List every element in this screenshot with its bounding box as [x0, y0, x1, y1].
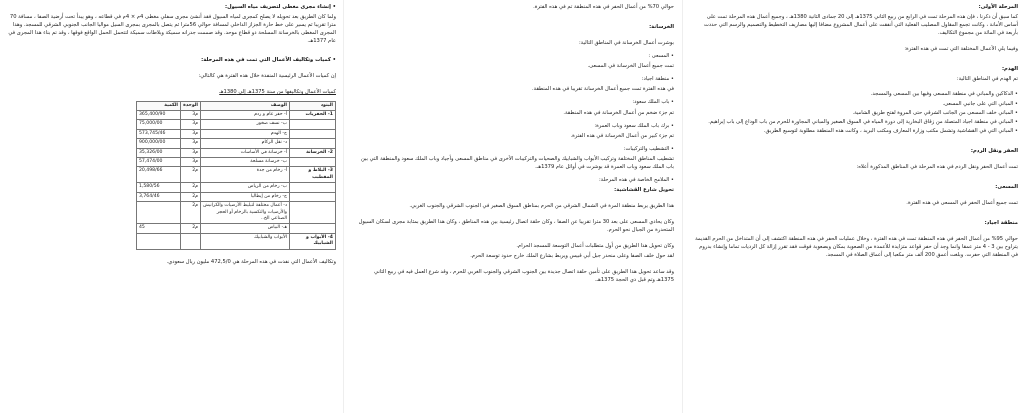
paragraph: وكان يحاذي المسعى على بعد 30 مترا تقريبا عن الصفا ، وكان حلقة اتصال رئيسية بين هذه المناطق ، وكان هذا الطريق بمثابة مجرى لسكان السيول المتحدرة من الجبال نحو الحرم.: [358, 219, 674, 234]
table-row: [137, 167, 336, 183]
table-cell-qty: 45: [137, 224, 181, 233]
table-cell-qty: 573,745/46: [137, 129, 181, 138]
table-cell-desc: د- نقل الركام: [201, 139, 290, 148]
table-header: الكمية: [137, 101, 181, 110]
table-header: الوحدة: [181, 101, 201, 110]
table-cell-item: 2- الخرسانة: [290, 148, 336, 157]
table-cell-unit: م3: [181, 139, 201, 148]
table-body: [137, 110, 336, 249]
list-item-title: • التشطيب والتركيبات:: [358, 145, 674, 153]
stage-title: المرحلة الأولى:: [978, 4, 1018, 10]
table-row: [137, 129, 336, 138]
paragraph: بوشرت أعمال الخرسانة في المناطق التالية:: [579, 40, 674, 47]
paragraph: وتكاليف الأعمال التي نفذت في هذه المرحلة هي 472,5/0 مليون ريال سعودي.: [166, 258, 336, 265]
table-cell-desc: ب- نسف صخور: [201, 120, 290, 129]
list-item-title: • برك باب الملك سعود وباب العمرة:: [358, 122, 674, 130]
list-item-text: تحويل شارع القشاشية:: [614, 186, 674, 193]
paragraph: حوالي 70% من أعمال الحفر في هذه المنطقة تم في هذه الفترة.: [533, 4, 674, 10]
list-item: • الدكاكين والمباني في منطقة المسعى وفيها بين المسعى والمسجد.: [694, 90, 1018, 98]
section-heading: الخرسانة:: [649, 24, 674, 31]
table-cell-item: [290, 202, 336, 224]
section-heading: المسعى:: [995, 183, 1018, 190]
section-heading: الهدم:: [1001, 66, 1018, 73]
list-item-title: • الملامح الخاصة في هذه المرحلة:: [358, 176, 674, 184]
page-middle: [343, 0, 683, 413]
table-cell-qty: 20,498/66: [137, 167, 181, 183]
table-cell-desc: د- أعمال مختلفة لتبليط الأرضيات والكرانيش والأرضيات والتكسية بالرخام أو الحجر الصناعي الخ..: [201, 202, 290, 224]
table-cell-unit: م3: [181, 148, 201, 157]
table-caption: كميات الأعمال وتكاليفها من سنة 1375هـ إلى 1380هـ: [219, 89, 336, 96]
table-cell-item: [290, 183, 336, 192]
section-heading: • كميات وتكاليف الأعمال التي تمت في هذه المرحلة:: [6, 56, 336, 64]
list-item-title: • باب الملك سعود:: [358, 98, 674, 106]
table-cell-item: [290, 120, 336, 129]
table-row: [137, 192, 336, 201]
list-item: • المباني التي على جانبي المسعى.: [694, 100, 1018, 108]
section-heading: منطقة اجياد:: [984, 220, 1018, 226]
paragraph: هذا الطريق يربط منطقة المرة في الشمال الشرقي من الحرم بمناطق السوق الصغير في الجنوب الشرقي والجنوب الغربي.: [409, 203, 674, 209]
table-cell-desc: ج- رخام من إيطاليا: [201, 192, 290, 201]
table-cell-qty: 35,326/00: [137, 148, 181, 157]
table-header: الوصف: [201, 101, 290, 110]
table-cell-item: 3- البلاط و المقطبب: [290, 167, 336, 183]
table-cell-item: [290, 224, 336, 233]
table-row: [137, 139, 336, 148]
table-cell-unit: م3: [181, 158, 201, 167]
table-cell-desc: أ- حفر عام و ردم: [201, 110, 290, 119]
table-cell-unit: م2: [181, 224, 201, 233]
table-cell-qty: 3,764/46: [137, 192, 181, 201]
paragraph: تمت جميع أعمال الحفر في المسعى في هذه الفترة.: [906, 199, 1018, 206]
table-cell-qty: 365,400/90: [137, 110, 181, 119]
table-cell-desc: أ- رخام من جدة: [201, 167, 290, 183]
table-cell-desc: الأبواب والشبابيك: [201, 233, 290, 249]
paragraph: وقد ساعد تحويل هذا الطريق على تأمين حلقة اتصال جديدة بين الجنوب الشرقي والجنوب الغربي للحرم ، وقد شرع العمل فيه في ربيع الثاني 1375هـ وتم قبل ذي الحجة 1375هـ.: [374, 269, 674, 284]
list-item-text: تم جزء ضخم من أعمال الخرسانة في هذه المنطقة.: [563, 109, 674, 116]
paragraph: ولما كان الطريق بعد تحويله لا يصلح كمجرى لمياه السيول فقد أنشئ مجرى سفلي مغطى 4م × 4م في قطاعه ، وهو يبدأ تحت أرضية الصفا ، مسافة 70 مترا تقريبا ثم يسير على خط حارة الجزاز الداخلي لمسافة حوالي 56مترا ثم يتصل بالمجرى بمجرى السيل مواليا الجانب الجنوبي الشرقي للمسجد. وهذا المجرى المغطى بالخرسانة المسلحة ذو قطاع موحد. وقد صممت جدرانه سميكة وبلاطات سميكة لتتحمل الحمل الواقع فوقها ، وقد تم بناء هذا المجرى في عام 1377هـ.: [8, 14, 336, 45]
page-right: [684, 0, 1024, 413]
table-cell-unit: م2: [181, 192, 201, 201]
table-header: البنود: [290, 101, 336, 110]
table-cell-unit: م3: [181, 129, 201, 138]
table-cell-item: [290, 139, 336, 148]
table-cell-unit: م2: [181, 167, 201, 183]
list-item-title: • المسعى :: [358, 52, 674, 60]
section-heading: • إنشاء مجرى مغطى لتصريف مياه السيول:: [6, 3, 336, 11]
list-item-text: تشطيب المناطق المختلفة وتركيب الأبواب والشبابيك والصحيات والتركيبات الأخرى في مناطق المسعى وأجياد وباب الملك سعود والمنطقة التي بين باب الملك سعود وباب العمرة قد بوشرت في أوائل عام 1379هـ.: [360, 155, 674, 170]
table-row: [137, 148, 336, 157]
paragraph: كما سبق أن ذكرنا ، فإن هذه المرحلة تمت في الرابع من ربيع الثاني 1375هـ إلى 20 جمادى الثانية 1380هـ ، وجميع أعمال هذه المرحلة تمت على أساس الأمانة ، وكانت تجمع المقاول المصليب الفعلية التي أنفقت على أعمال المشروع مضافا إليها مصاريف التخطيط والتصميم والرسم التي حددت بأربعة في المائة من مجموع التكاليف.: [703, 14, 1018, 37]
list-item: • المباني في منطقة اجياد المتصلة من زقاق البخارية إلى دورة المياه في السوق الصغير والمباني المجاورة للحرم من باب الوداع إلى باب إبراهيم.: [694, 118, 1018, 126]
table-row: [137, 224, 336, 233]
paragraph: وفيما يلي الأعمال المختلفة التي تمت في هذه الفترة:: [904, 46, 1018, 53]
list-item: • المباني التي في القشاشية وتشمل مكتب وزارة المعارف ومكتب البريد ، وكانت هذه المنطقة مطلوبة لتوسيع الطريق.: [694, 127, 1018, 135]
table-cell-unit: م3: [181, 120, 201, 129]
paragraph: لقد حول خلف الصفا وعلى منحدر جبل أبي قبيس ويربط بشارع الملك خارج حدود توسعة الحرم.: [470, 253, 674, 260]
section-heading: الحفر ونقل الردم:: [970, 147, 1018, 154]
table-row: [137, 158, 336, 167]
table-cell-item: 4- الأبواب و الشبابيك: [290, 233, 336, 249]
table-row: [137, 183, 336, 192]
table-cell-qty: [137, 233, 181, 249]
table-cell-unit: م2: [181, 183, 201, 192]
demolition-list: [694, 90, 1018, 134]
list-item-title: • منطقة اجياد:: [358, 75, 674, 83]
table-cell-desc: هـ- البياض: [201, 224, 290, 233]
table-cell-item: [290, 192, 336, 201]
table-cell-item: [290, 158, 336, 167]
table-cell-desc: أ- خرسانة في الأساسات: [201, 148, 290, 157]
paragraph: حوالي 95% من أعمال الحفر في هذه المنطقة تمت في هذه الفترة ، وخلال عمليات الحفر في هذه المنطقة اكتشف إلى أن المتداخل من الحرم القديمة يتراوح بين 3 - 4 متر عمقا وانما وجد أن حفر قواعد متزايدة للأعمدة من الصعوبة بمكان وبصعوبة فوقت فقد تقرر إزالة كل الرديات تماما وإنشاء بدروم في المنطقة التي حفرت. وبلغت أعمق 200 ألف متر مكعبا إلى أعماق الصلاة في المسجد.: [695, 236, 1018, 259]
table-cell-qty: 57,474/00: [137, 158, 181, 167]
concrete-list: [358, 52, 674, 194]
table-cell-unit: م3: [181, 110, 201, 119]
table-cell-qty: [137, 202, 181, 224]
table-row: [137, 110, 336, 119]
table-row: [137, 120, 336, 129]
table-cell-desc: ب- خرسانة مسلحة: [201, 158, 290, 167]
table-row: [137, 233, 336, 249]
table-cell-desc: ج- الهدم: [201, 129, 290, 138]
quantities-table: [136, 101, 336, 250]
paragraph: تم الهدم في المناطق التالية:: [956, 76, 1018, 83]
table-cell-unit: [181, 233, 201, 249]
table-cell-item: 1- الحفريات: [290, 110, 336, 119]
table-cell-qty: 900,000/00: [137, 139, 181, 148]
list-item: • المباني خلف المسعى من الجانب الشرقي حتى المروة لفتح طريق الشامية.: [694, 109, 1018, 117]
table-cell-desc: ب- رخام من الرياض: [201, 183, 290, 192]
table-cell-unit: م2: [181, 202, 201, 224]
table-header-row: [137, 101, 336, 110]
paragraph: تمت أعمال الحفر ونقل الردم في هذه المرحلة في المناطق المذكورة أعلاه:: [856, 163, 1018, 170]
table-cell-qty: 1,580/56: [137, 183, 181, 192]
table-cell-item: [290, 129, 336, 138]
paragraph: إن كميات الأعمال الرئيسية المنفذة خلال هذه الفترة هي كالتالي:: [198, 73, 336, 80]
table-row: [137, 202, 336, 224]
list-item-text: في هذه الفترة تمت جميع أعمال الخرسانة تقريبا في هذه المنطقة.: [532, 86, 674, 93]
table-cell-qty: 75,000/00: [137, 120, 181, 129]
page-left: [0, 0, 340, 413]
paragraph: وكان تحويل هذا الطريق من أول متطلبات أعمال التوسعة للمسجد الحرام.: [516, 243, 674, 250]
list-item-text: تم جزء كبير من أعمال الخرسانة في هذه الفترة.: [570, 132, 674, 139]
list-item-text: تمت جميع أعمال الخرسانة في المسعى.: [587, 63, 674, 70]
